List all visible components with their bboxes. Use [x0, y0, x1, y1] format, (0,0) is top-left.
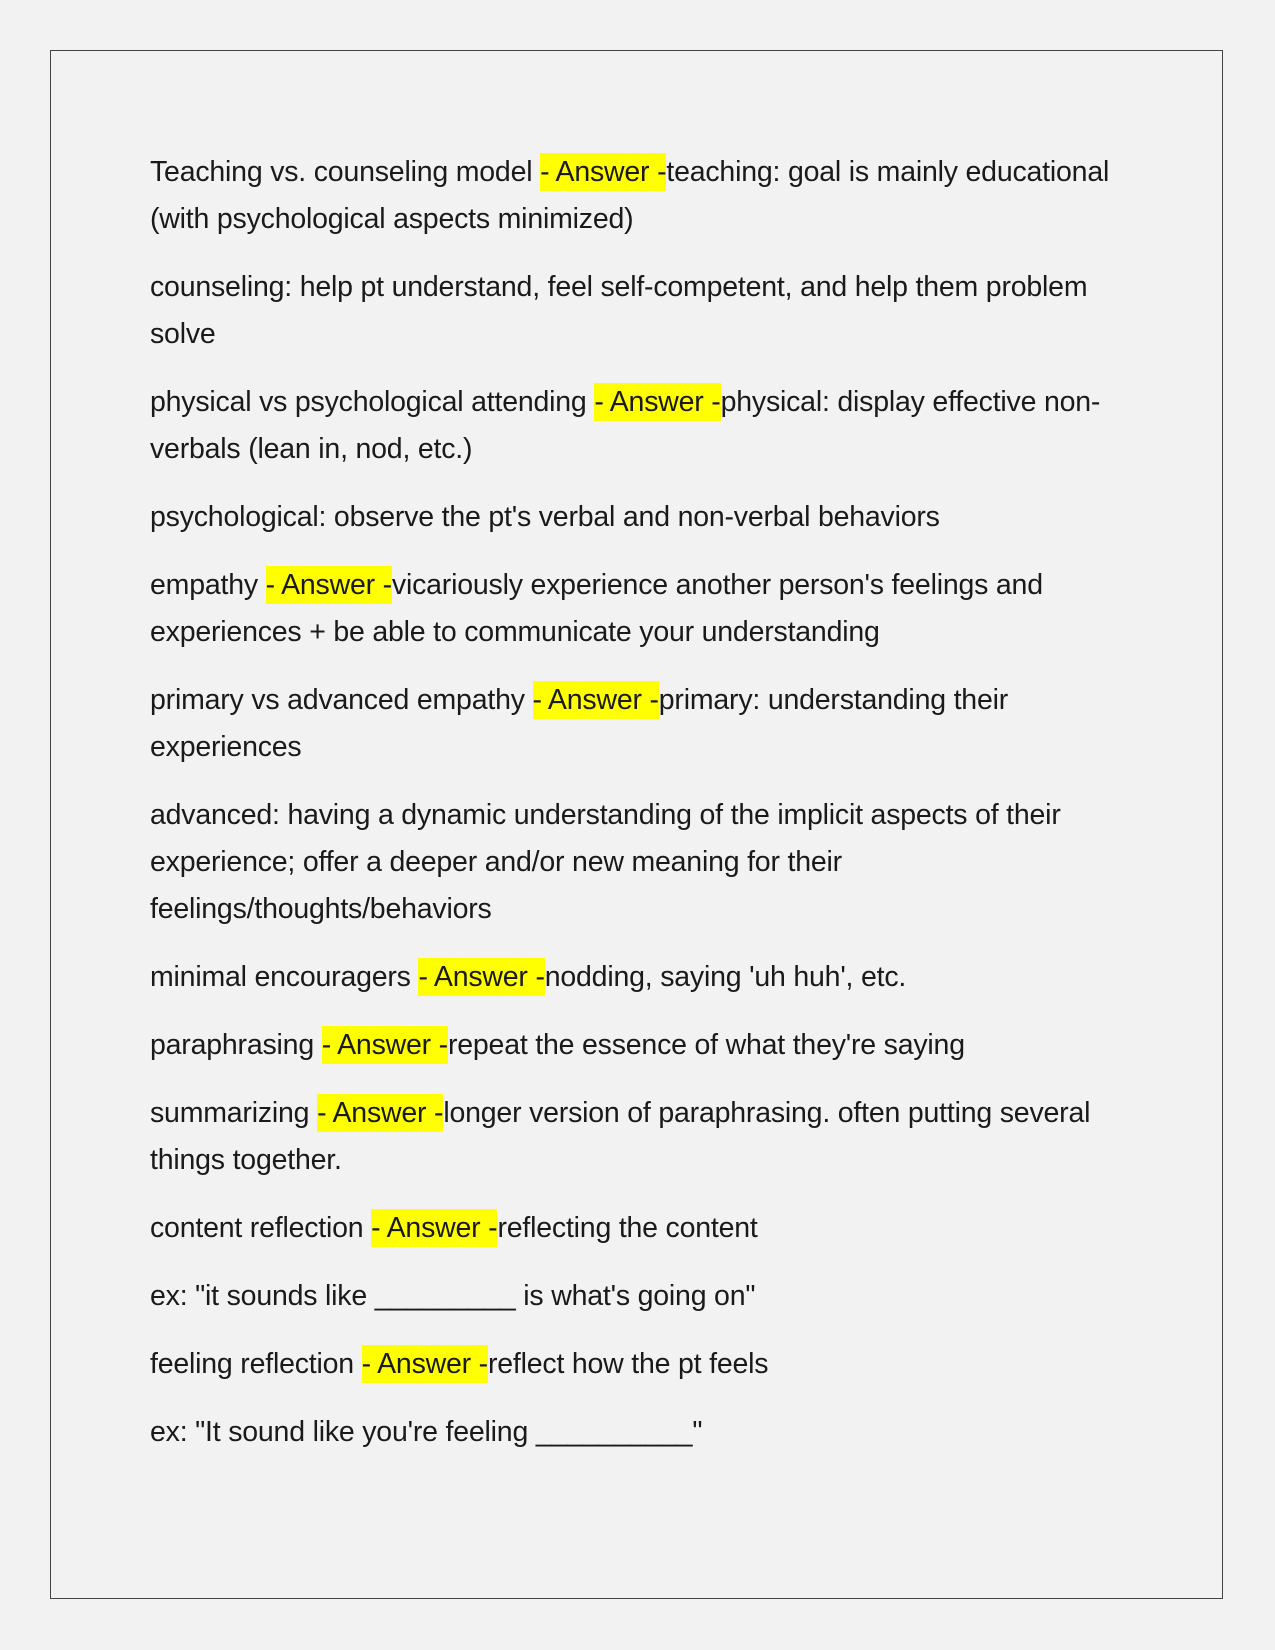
- answer-marker: - Answer -: [322, 1026, 448, 1064]
- term: physical vs psychological attending: [150, 386, 587, 418]
- answer-marker: - Answer -: [540, 153, 666, 191]
- term: summarizing: [150, 1097, 310, 1129]
- term: primary vs advanced empathy: [150, 684, 525, 716]
- definition: primary: understanding their experiences: [150, 684, 1009, 763]
- continuation-text: advanced: having a dynamic understanding of the implicit aspects of their experience; offer a deeper and/or new meaning for their feelings/thoughts/behaviors: [150, 799, 1061, 925]
- definition: vicariously experience another person's feelings and experiences + be able to communicate your understanding: [150, 569, 1043, 648]
- continuation-text: ex: "it sounds like _________ is what's going on": [150, 1280, 756, 1312]
- definition: teaching: goal is mainly educational (with psychological aspects minimized): [150, 156, 1110, 235]
- definition: longer version of paraphrasing. often putting several things together.: [150, 1097, 1091, 1176]
- definition: reflecting the content: [497, 1212, 758, 1244]
- answer-marker: - Answer -: [266, 566, 392, 604]
- definition: physical: display effective non-verbals (lean in, nod, etc.): [150, 386, 1101, 465]
- definition: repeat the essence of what they're saying: [447, 1029, 965, 1061]
- flashcard-entry: [150, 562, 1140, 656]
- answer-marker: - Answer -: [362, 1345, 488, 1383]
- answer-marker: - Answer -: [418, 958, 544, 996]
- term: Teaching vs. counseling model: [150, 156, 533, 188]
- flashcard-entry: [150, 1341, 1140, 1388]
- continuation-text: counseling: help pt understand, feel self-competent, and help them problem solve: [150, 271, 1088, 350]
- term: minimal encouragers: [150, 961, 411, 993]
- answer-marker: - Answer -: [533, 681, 659, 719]
- continuation-text: psychological: observe the pt's verbal and non-verbal behaviors: [150, 501, 940, 533]
- flashcard-entry: [150, 149, 1140, 243]
- answer-marker: - Answer -: [317, 1094, 443, 1132]
- term: paraphrasing: [150, 1029, 314, 1061]
- continuation-text: ex: "It sound like you're feeling __________": [150, 1416, 703, 1448]
- flashcard-entry: [150, 1022, 1140, 1069]
- flashcard-entry: [150, 954, 1140, 1001]
- flashcard-entry: [150, 1205, 1140, 1252]
- flashcard-entry: [150, 1090, 1140, 1184]
- term: feeling reflection: [150, 1348, 354, 1380]
- flashcard-entry: [150, 379, 1140, 473]
- definition: nodding, saying 'uh huh', etc.: [544, 961, 907, 993]
- document-body: [150, 149, 1140, 1477]
- term: content reflection: [150, 1212, 364, 1244]
- definition: reflect how the pt feels: [487, 1348, 769, 1380]
- term: empathy: [150, 569, 258, 601]
- answer-marker: - Answer -: [594, 383, 720, 421]
- flashcard-entry: [150, 677, 1140, 771]
- answer-marker: - Answer -: [371, 1209, 497, 1247]
